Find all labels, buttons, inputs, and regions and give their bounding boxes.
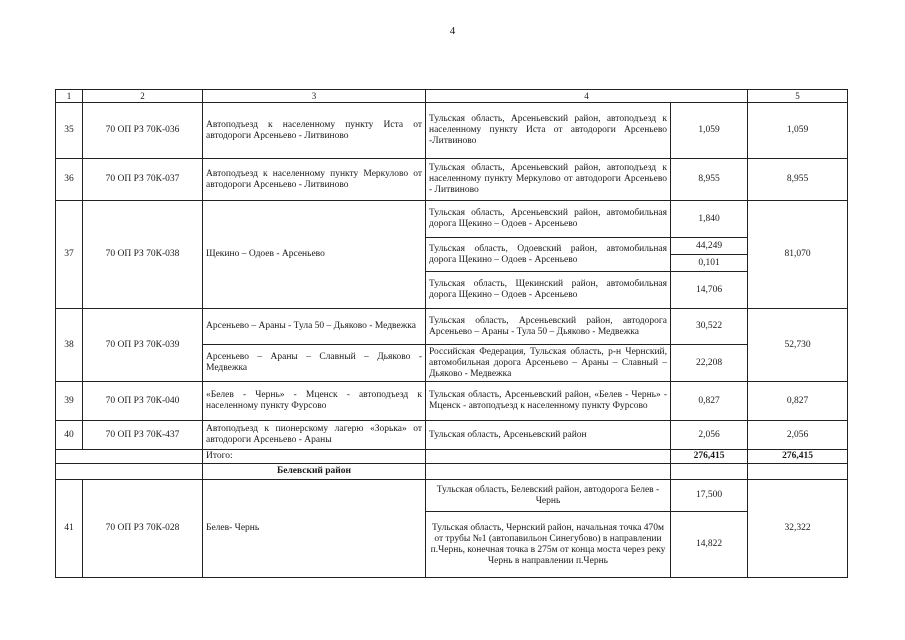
road-name: Щекино – Одоев - Арсеньево xyxy=(203,201,426,309)
column-header: 5 xyxy=(748,90,848,103)
empty-cell xyxy=(671,464,748,480)
segment-length: 8,955 xyxy=(671,159,748,201)
district-header: Белевский район xyxy=(203,464,426,480)
segment-length: 1,840 xyxy=(671,201,748,238)
empty-cell xyxy=(426,450,671,464)
road-code: 70 ОП РЗ 70К-028 xyxy=(83,480,203,578)
table-row xyxy=(56,421,848,450)
road-location: Тульская область, Арсеньевский район, автоподъезд к населенному пункту Иста от автодороги Арсеньево -Литвиново xyxy=(426,103,671,159)
road-name: Автоподъезд к населенному пункту Меркулово от автодороги Арсеньево - Литвиново xyxy=(203,159,426,201)
road-name: «Белев - Чернь» - Мценск - автоподъезд к населенному пункту Фурсово xyxy=(203,382,426,421)
page-number: 4 xyxy=(449,25,456,37)
total-length: 81,070 xyxy=(748,201,848,309)
district-row xyxy=(56,464,848,480)
column-header: 2 xyxy=(83,90,203,103)
row-number: 38 xyxy=(56,309,83,382)
road-name: Автоподъезд к населенному пункту Иста от автодороги Арсеньево - Литвиново xyxy=(203,103,426,159)
row-number: 39 xyxy=(56,382,83,421)
road-name: Арсеньево – Араны – Славный – Дьяково - Медвежка xyxy=(203,345,426,382)
table-row xyxy=(56,103,848,159)
road-code: 70 ОП РЗ 70К-036 xyxy=(83,103,203,159)
total-length: 0,827 xyxy=(748,382,848,421)
road-location: Тульская область, Арсеньевский район xyxy=(426,421,671,450)
road-location: Тульская область, Одоевский район, автомобильная дорога Щекино – Одоев - Арсеньево xyxy=(426,238,671,272)
segment-length: 0,101 xyxy=(671,255,748,272)
row-number: 37 xyxy=(56,201,83,309)
total-length: 8,955 xyxy=(748,159,848,201)
segment-length: 30,522 xyxy=(671,309,748,345)
road-code: 70 ОП РЗ 70К-039 xyxy=(83,309,203,382)
segment-length: 0,827 xyxy=(671,382,748,421)
table-row xyxy=(56,201,848,238)
total-sum: 276,415 xyxy=(748,450,848,464)
road-location: Тульская область, Арсеньевский район, автодорога Арсеньево – Араны - Тула 50 – Дьяково - Медвежка xyxy=(426,309,671,345)
road-location: Тульская область, Белевский район, автодорога Белев - Чернь xyxy=(426,480,671,512)
empty-cell xyxy=(56,464,203,480)
row-number: 40 xyxy=(56,421,83,450)
road-code: 70 ОП РЗ 70К-040 xyxy=(83,382,203,421)
segment-length: 2,056 xyxy=(671,421,748,450)
total-length: 1,059 xyxy=(748,103,848,159)
table-row xyxy=(56,159,848,201)
road-location: Тульская область, Арсеньевский район, автомобильная дорога Щекино – Одоев - Арсеньево xyxy=(426,201,671,238)
column-header: 3 xyxy=(203,90,426,103)
header-row xyxy=(56,90,848,103)
total-length: 2,056 xyxy=(748,421,848,450)
road-code: 70 ОП РЗ 70К-037 xyxy=(83,159,203,201)
road-location: Тульская область, Щекинский район, автомобильная дорога Щекино – Одоев - Арсеньево xyxy=(426,272,671,309)
segment-length: 14,706 xyxy=(671,272,748,309)
total-row xyxy=(56,450,848,464)
empty-cell xyxy=(748,464,848,480)
road-name: Автоподъезд к пионерскому лагерю «Зорька» от автодороги Арсеньево - Араны xyxy=(203,421,426,450)
road-location: Тульская область, Арсеньевский район, автоподъезд к населенному пункту Меркулово от автодороги Арсеньево - Литвиново xyxy=(426,159,671,201)
row-number: 35 xyxy=(56,103,83,159)
segment-length: 1,059 xyxy=(671,103,748,159)
column-header: 1 xyxy=(56,90,83,103)
road-code: 70 ОП РЗ 70К-038 xyxy=(83,201,203,309)
road-code: 70 ОП РЗ 70К-437 xyxy=(83,421,203,450)
segment-length: 44,249 xyxy=(671,238,748,255)
total-length: 52,730 xyxy=(748,309,848,382)
table-row xyxy=(56,382,848,421)
empty-cell xyxy=(426,464,671,480)
row-number: 41 xyxy=(56,480,83,578)
roads-table xyxy=(55,89,848,578)
road-name: Арсеньево – Араны - Тула 50 – Дьяково - Медвежка xyxy=(203,309,426,345)
table-row xyxy=(56,480,848,512)
table-row xyxy=(56,309,848,345)
total-length: 32,322 xyxy=(748,480,848,578)
total-label: Итого: xyxy=(203,450,426,464)
row-number: 36 xyxy=(56,159,83,201)
road-location: Тульская область, Чернский район, начальная точка 470м от трубы №1 (автопавильон Синегубово) в направлении п.Чернь, конечная точка в 275м от конца моста через реку Чернь в направлении п.Чернь xyxy=(426,512,671,578)
empty-cell xyxy=(56,450,203,464)
segment-length: 17,500 xyxy=(671,480,748,512)
road-location: Российская Федерация, Тульская область, р-н Чернский, автомобильная дорога Арсеньево – Араны – Славный – Дьяково - Медвежка xyxy=(426,345,671,382)
road-location: Тульская область, Арсеньевский район, «Белев - Чернь» - Мценск - автоподъезд к населенному пункту Фурсово xyxy=(426,382,671,421)
column-header: 4 xyxy=(426,90,748,103)
total-length-sum: 276,415 xyxy=(671,450,748,464)
segment-length: 14,822 xyxy=(671,512,748,578)
segment-length: 22,208 xyxy=(671,345,748,382)
road-name: Белев- Чернь xyxy=(203,480,426,578)
